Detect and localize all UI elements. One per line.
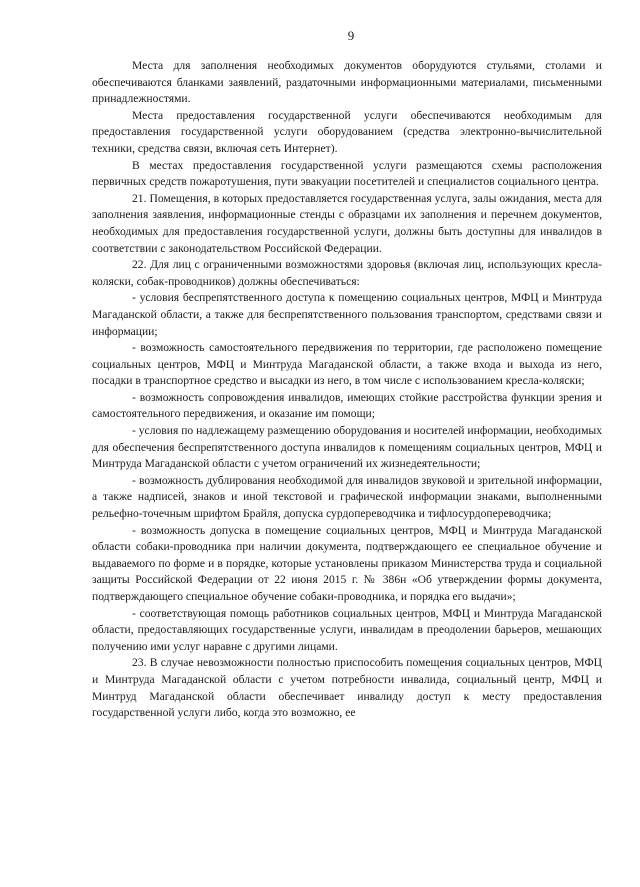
- list-item-independent-movement: - возможность самостоятельного передвижения по территории, где расположено помещение социальных центров, МФЦ и Минтруда Магаданской области, а также входа и выхода из него, посадки в транспортное средство и высадки из него, в том числе с использованием кресла-коляски;: [92, 341, 602, 388]
- page-number: 9: [347, 28, 355, 43]
- list-item-unobstructed-access: - условия беспрепятственного доступа к помещению социальных центров, МФЦ и Минтруда Магаданской области, а также для беспрепятственного пользования транспортом, средствами связи и информации;: [92, 291, 602, 338]
- paragraph-equipment: Места предоставления государственной услуги обеспечиваются необходимым для предоставления государственной услуги оборудованием (средства электронно-вычислительной техники, средства связи, включая сеть Интернет).: [92, 108, 602, 155]
- paragraph-23-impossibility: 23. В случае невозможности полностью приспособить помещения социальных центров, МФЦ и Минтруда Магаданской области с учетом потребности инвалида, социальный центр, МФЦ и Минтруд Магаданской области обеспечивает инвалиду доступ к месту предоставления государственной услуги либо, когда это возможно, ее: [92, 656, 602, 720]
- list-item-staff-assistance: - соответствующая помощь работников социальных центров, МФЦ и Минтруда Магаданской области, предоставляющих государственные услуги, инвалидам в преодолении барьеров, мешающих получению ими услуг наравне с другими лицами.: [92, 606, 602, 653]
- list-item-information-duplication: - возможность дублирования необходимой для инвалидов звуковой и зрительной информации, а также надписей, знаков и иной текстовой и графической информации знаками, выполненными рельефно-точечным шрифтом Брайля, допуска сурдопереводчика и тифлосурдопереводчика;: [92, 473, 602, 521]
- list-item-equipment-placement: - условия по надлежащему размещению оборудования и носителей информации, необходимых для обеспечения беспрепятственного доступа инвалидов к помещениям социальных центров, МФЦ и Минтруда Магаданской области с учетом ограничений их жизнедеятельности;: [92, 424, 603, 471]
- list-item-guide-dog: - возможность допуска в помещение социальных центров, МФЦ и Минтруда Магаданской области собаки-проводника при наличии документа, подтверждающего ее специальное обучение и выдаваемого по форме и в порядке, которые установлены приказом Министерства труда и социальной защиты Российской Федерации от 22 июня 2015 г. № 386н «Об утверждении формы документа, подтверждающего специальное обучение собаки-проводника, и порядка его выдачи»;: [92, 523, 602, 603]
- paragraph-21-accessibility: 21. Помещения, в которых предоставляется государственная услуга, залы ожидания, места для заполнения заявления, информационные стенды с образцами их заполнения и перечнем документов, необходимых для предоставления государственной услуги, должны быть доступны для инвалидов в соответствии с законодательством Российской Федерации.: [92, 191, 602, 255]
- paragraph-evacuation-schemes: В местах предоставления государственной услуги размещаются схемы расположения первичных средств пожаротушения, пути эвакуации посетителей и специалистов социального центра.: [92, 158, 602, 189]
- paragraph-22-disabled-persons: 22. Для лиц с ограниченными возможностями здоровья (включая лиц, использующих кресла-коляски, собак-проводников) должны обеспечиваться:: [92, 258, 602, 288]
- paragraph-forms-furniture: Места для заполнения необходимых документов оборудуются стульями, столами и обеспечиваются бланками заявлений, раздаточными информационными материалами, письменными принадлежностями.: [92, 59, 602, 106]
- list-item-escort: - возможность сопровождения инвалидов, имеющих стойкие расстройства функции зрения и самостоятельного передвижения, и оказание им помощи;: [92, 390, 602, 421]
